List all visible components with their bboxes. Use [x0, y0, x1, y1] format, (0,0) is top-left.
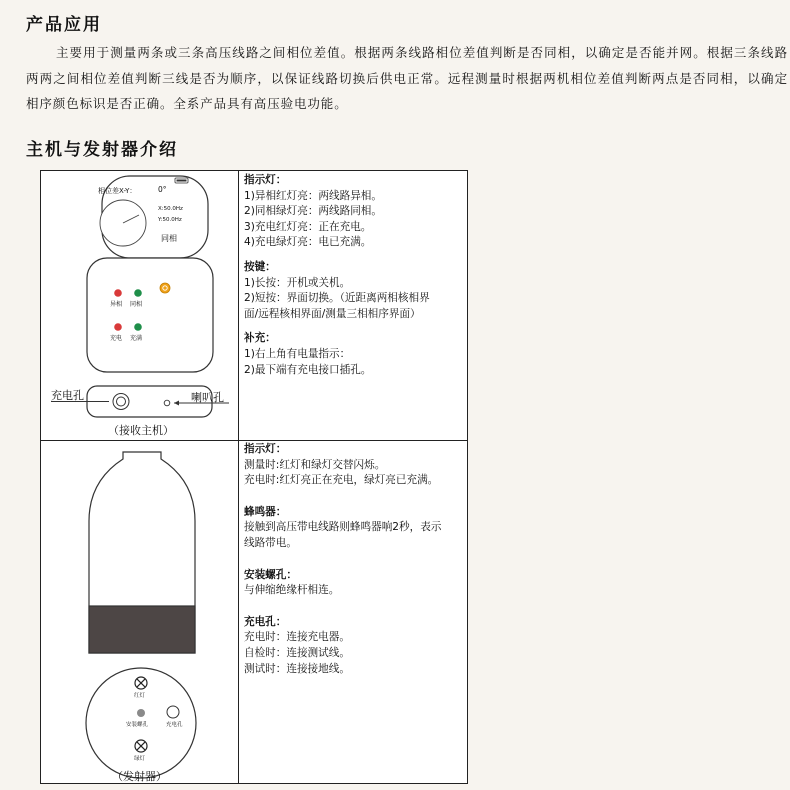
led-charging-red-icon — [114, 323, 122, 331]
mount-hole-icon — [137, 709, 145, 717]
receiver-description — [244, 173, 466, 378]
charge-hole-icon — [167, 706, 179, 718]
table-divider-vertical — [238, 171, 239, 783]
screen-status: 同相 — [161, 234, 177, 243]
receiver-key-line: 1)长按：开机或关机。 — [244, 276, 351, 289]
battery-level-icon — [177, 180, 187, 182]
receiver-indicator-line: 2)同相绿灯亮：两线路同相。 — [244, 205, 382, 218]
transmitter-diagram — [41, 441, 238, 785]
led-charging-label: 充电 — [110, 335, 123, 342]
screen-phase-value: 0° — [158, 185, 167, 194]
led-diff-label: 异相 — [110, 301, 123, 308]
charge-port-inner-icon — [117, 397, 126, 406]
led-same-label: 同相 — [130, 301, 143, 308]
receiver-indicator-line: 1)异相红灯亮：两线路异相。 — [244, 189, 382, 202]
transmitter-indicator-line: 测量时:红灯和绿灯交替闪烁。 — [244, 458, 386, 471]
led-same-green-icon — [134, 289, 142, 297]
transmitter-buzzer-title: 蜂鸣器： — [244, 505, 287, 518]
transmitter-buzzer-line: 线路带电。 — [244, 536, 297, 549]
receiver-indicator-line: 4)充电绿灯亮：电已充满。 — [244, 236, 372, 249]
receiver-key-line: 面/远程核相界面/测量三相相序界面） — [244, 307, 421, 320]
screen-phase-label: 相位差X-Y： — [98, 187, 137, 195]
section-title-application: 产品应用 — [26, 15, 102, 35]
transmitter-buzzer-line: 接触到高压带电线路则蜂鸣器响2秒，表示 — [244, 521, 442, 534]
charge-hole-label: 充电孔 — [166, 722, 183, 728]
transmitter-mount-title: 安装螺孔： — [244, 568, 297, 581]
receiver-supp-line: 1)右上角有电量指示： — [244, 347, 351, 360]
transmitter-charge-title: 充电孔： — [244, 615, 287, 628]
power-button-icon[interactable] — [160, 283, 170, 293]
transmitter-indicator-line: 充电时:红灯亮正在充电，绿灯亮已充满。 — [244, 474, 439, 487]
transmitter-charge-line: 充电时：连接充电器。 — [244, 631, 350, 644]
receiver-supp-title: 补充： — [244, 332, 276, 345]
screen-freq-y: Y:50.0Hz — [158, 217, 182, 223]
application-paragraph: 主要用于测量两条或三条高压线路之间相位差值。根据两条线路相位差值判断是否同相，以确定是否能并网。根据三条线路两两之间相位差值判断三线是否为顺序，以保证线路切换后供电正常。远程测量时根据两机相位差值判断两点是否同相，以确定相序颜色标识是否正确。全系产品具有高压验电功能。 — [26, 45, 788, 111]
transmitter-mount-line: 与伸缩绝缘杆相连。 — [244, 584, 340, 597]
screen-freq-x: X:50.0Hz — [158, 206, 183, 212]
transmitter-description — [244, 442, 466, 677]
led-full-green-icon — [134, 323, 142, 331]
receiver-key-line: 2)短按：界面切换。（近距离两相核相界 — [244, 292, 430, 305]
transmitter-charge-line: 测试时：连接接地线。 — [244, 662, 350, 675]
receiver-indicator-line: 3)充电红灯亮：正在充电。 — [244, 220, 372, 233]
transmitter-dark-band — [89, 606, 195, 653]
led-diff-red-icon — [114, 289, 122, 297]
device-table — [40, 170, 468, 784]
charge-port-label: 充电孔 — [51, 389, 84, 402]
speaker-hole-label: 喇叭孔 — [191, 391, 224, 404]
mount-hole-label: 安装螺孔 — [126, 722, 149, 728]
transmitter-indicator-title: 指示灯： — [244, 443, 287, 455]
transmitter-charge-line: 自检时：连接测试线。 — [244, 646, 350, 659]
section-title-devices: 主机与发射器介绍 — [26, 140, 178, 160]
receiver-supp-line: 2)最下端有充电接口插孔。 — [244, 363, 372, 376]
red-lamp-label: 红灯 — [134, 693, 146, 699]
green-lamp-label: 绿灯 — [134, 756, 146, 762]
transmitter-caption: （发射器） — [112, 770, 167, 783]
receiver-indicator-title: 指示灯： — [244, 174, 287, 186]
receiver-caption: （接收主机） — [108, 424, 174, 437]
speaker-hole-icon — [164, 400, 170, 406]
receiver-key-title: 按键： — [244, 260, 276, 273]
led-full-label: 充满 — [130, 335, 143, 342]
receiver-body — [87, 258, 213, 372]
